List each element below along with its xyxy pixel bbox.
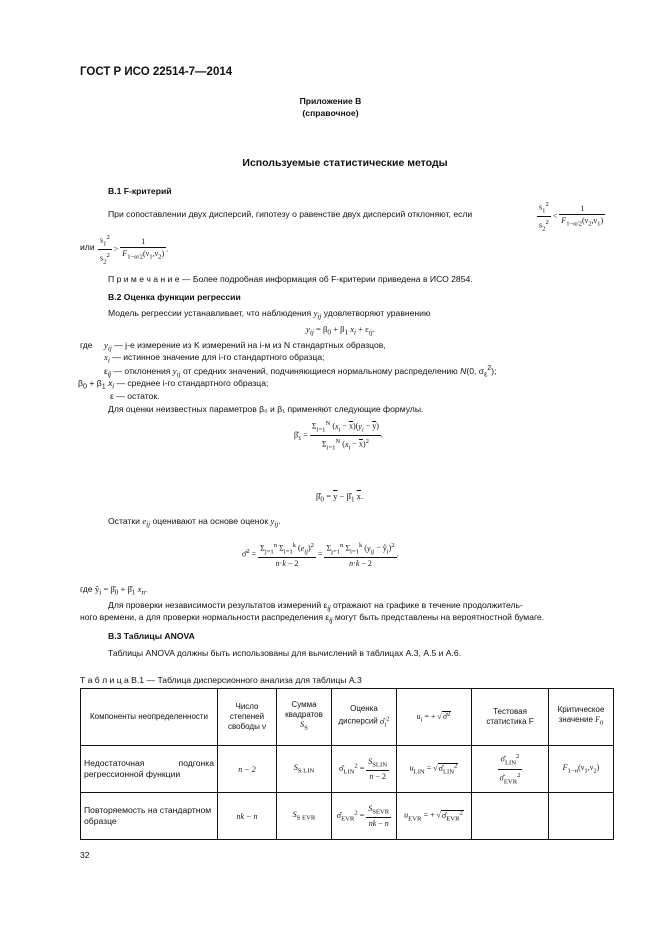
note-text: — Более подробная информация об F-критерии приведена в ИСО 2854. [181, 274, 473, 284]
definition-3-text: — отклонения [113, 365, 171, 376]
header-dof: Число степеней свободы ν [218, 689, 277, 746]
section-title: Используемые статистические методы [242, 157, 448, 169]
header-components: Компоненты неопределенности [81, 689, 218, 746]
header-variance: Оценка дисперсий $\sigmâ_i^2$ [332, 689, 397, 746]
b1-note [108, 274, 473, 284]
definition-4-text: — среднее i-го стандартного образца; [116, 378, 269, 388]
row1-ss-symbol: S [293, 763, 298, 773]
row1-ss-sub: S LIN [297, 767, 315, 775]
independence-para-1: Для проверки независимости результатов измерений $\varepsilon_{ij}$ отражают на графике в течение продолжитель- [108, 600, 523, 613]
header-critical-value: Критическое значение $F_0$ [549, 689, 614, 746]
estimate-text: Для оценки неизвестных параметров β₀ и β₁ применяют следующие формулы. [108, 404, 424, 414]
definition-2: $x_i$ — истинное значение для i-го стандартного образца; [104, 352, 325, 365]
para1-text: Для проверки независимости результатов измерений [108, 600, 322, 610]
b3-text: Таблицы ANOVA должны быть использованы для вычислений в таблицах А.3, А.5 и А.6. [108, 648, 462, 658]
row2-component: Повторяемость на стандартном образце [81, 793, 218, 840]
regression-equation: $y_{ij} = \beta_0 + \beta_1$ $x_i + \varepsilon_{ij}$. [306, 324, 375, 337]
row2-variance: $\sigmâ_{EVR}^2$ = $\frac{S_{SEVR}}{nk - n}$ [332, 793, 397, 840]
where2-label: где [80, 584, 93, 594]
header-uncertainty: $u_i$ = + √σ̂$^2$ [397, 689, 472, 746]
residuals-text-1: Остатки [108, 516, 140, 526]
row1-ss [277, 746, 332, 793]
b2-heading: В.2 Оценка функции регрессии [108, 292, 241, 302]
table-row [81, 746, 614, 793]
definition-3: $\varepsilon_{ij}$ — отклонения $y_{ij}$ от средних значений, подчиняющиеся нормальному распределению N(0, $\sigma_\varepsilon^2$); [104, 364, 497, 379]
b1-inequality-1: $\frac{s_1^2}{s_2^2}$ < $\frac{1}{F_{1-\alpha/2}(\nu_2,\nu_1)}$ [539, 201, 604, 233]
b2-intro: Модель регрессии устанавливает, что наблюдения $y_{ij}$ удовлетворяют уравнению [108, 308, 431, 321]
b1-inequality-2: $\frac{s_1^2}{s_2^2}$ > $\frac{1}{F_{1-\alpha/2}(\nu_1,\nu_2)}$ . [100, 234, 169, 266]
row2-dof: nk − n [218, 793, 277, 840]
row2-test-statistic [472, 793, 549, 840]
definition-1: $y_{ij}$ — j-е измерение из K измерений на i-м из N стандартных образцов, [104, 340, 386, 353]
appendix-subtitle: (справочное) [302, 108, 359, 118]
appendix-title: Приложение В [299, 96, 362, 106]
note-label: П р и м е ч а н и е [108, 274, 180, 284]
definition-5-text: — остаток. [116, 391, 160, 401]
definition-5: ε — остаток. [110, 391, 160, 401]
row2-critical-value [549, 793, 614, 840]
residuals-text: Остатки $e_{ij}$ оценивают на основе оценок $y_{ij}$. [108, 516, 281, 529]
b3-heading: В.3 Таблицы ANOVA [108, 631, 195, 641]
independence-para-2: ного времени, а для проверки нормальности распределения $\varepsilon_{ij}$ могут быть представлены на вероятностной бумаге. [80, 612, 545, 625]
b2-intro-end: удовлетворяют уравнению [323, 308, 431, 318]
row1-uncertainty: $u_{LIN}$ = $√\sigmâ_{LIN}^2$ [397, 746, 472, 793]
anova-table [80, 688, 614, 840]
row1-test-statistic: $\frac{\sigmâ_{LIN}^2}{\sigmâ_{EVR}^2}$ [472, 746, 549, 793]
header-test-statistic: Тестовая статистика F [472, 689, 549, 746]
row1-variance: $\sigmâ_{LIN}^2$ = $\frac{S_{SLIN}}{n - 2}$ [332, 746, 397, 793]
residuals-text-2: оценивают на основе оценок [152, 516, 269, 526]
definition-4: $\beta_0 + \beta_1$ $x_i$ — среднее i-го стандартного образца; [78, 378, 269, 391]
row2-uncertainty: $u_{EVR}$ = + $√\sigmâ_{EVR}^2$ [397, 793, 472, 840]
beta0-formula: $\betâ_0 = \overline{y}$ − $\betâ_1$ $\overline{x}$. [316, 491, 364, 504]
row2-ss-symbol: S [292, 810, 297, 820]
row1-component: Недостаточная подгонка регрессионной функции [81, 746, 218, 793]
where2: где $ŷ_i$ = $\betâ_0$ + $\betâ_1$ $x_n$. [80, 584, 148, 597]
row2-ss-sub: S EVR [296, 814, 316, 822]
definition-1-text: — j-е измерение из K измерений на i-м из N стандартных образцов, [114, 340, 386, 350]
para1b-text: отражают на графике в течение продолжитель- [332, 600, 523, 610]
row1-critical-value: $F_{1-\alpha}(\nu_1,\nu_2)$ [549, 746, 614, 793]
sigma-formula: σ̂$^2$ = $\frac{\Sigma_{j=1}^n \Sigma_{i=1}^k (e_{ij})^2}{n\cdot k - 2}$ = $\frac{\Sigma_{j=1}^n \Sigma_{i=1}^k (y_{ij} - ŷ_i)^2}{n\cdot k - 2}$ . [242, 542, 399, 569]
row1-dof: n − 2 [218, 746, 277, 793]
definition-3b-text: от средних значений, подчиняющиеся нормальному распределению [183, 365, 458, 376]
beta1-formula: $\betâ_1$ = $\frac{\Sigma_{i=1}^N (x_i - \overline{x})(y_i - \overline{y})}{\Sigma_{i=1}^N (x_i - \overline{x})^2}$ . [294, 420, 383, 452]
para2-text: ного времени, а для проверки нормальности распределения [80, 612, 324, 622]
header-variance-label: Оценка дисперсий [338, 703, 378, 726]
b2-intro-text: Модель регрессии устанавливает, что наблюдения [108, 308, 312, 318]
b1-text: При сопоставлении двух дисперсий, гипотезу о равенстве двух дисперсий отклоняют, если [108, 209, 473, 219]
row2-ss [277, 793, 332, 840]
table-caption: Т а б л и ц а В.1 — Таблица дисперсионного анализа для таблицы А.3 [80, 675, 362, 685]
b1-or: или [80, 242, 95, 252]
where-label: где [80, 340, 93, 350]
para2b-text: могут быть представлены на вероятностной бумаге. [334, 612, 545, 622]
header-sum-squares-label: Сумма квадратов [285, 700, 323, 720]
table-row [81, 793, 614, 840]
page-number: 32 [80, 850, 90, 860]
b1-heading: В.1 F-критерий [108, 186, 172, 196]
document-code: ГОСТ Р ИСО 22514-7—2014 [80, 66, 233, 78]
table-header-row [81, 689, 614, 746]
header-sum-squares: Сумма квадратов $S_S$ [277, 689, 332, 746]
header-critical-label: Критическое значение [557, 705, 605, 725]
definition-2-text: — истинное значение для i-го стандартного образца; [112, 352, 325, 362]
